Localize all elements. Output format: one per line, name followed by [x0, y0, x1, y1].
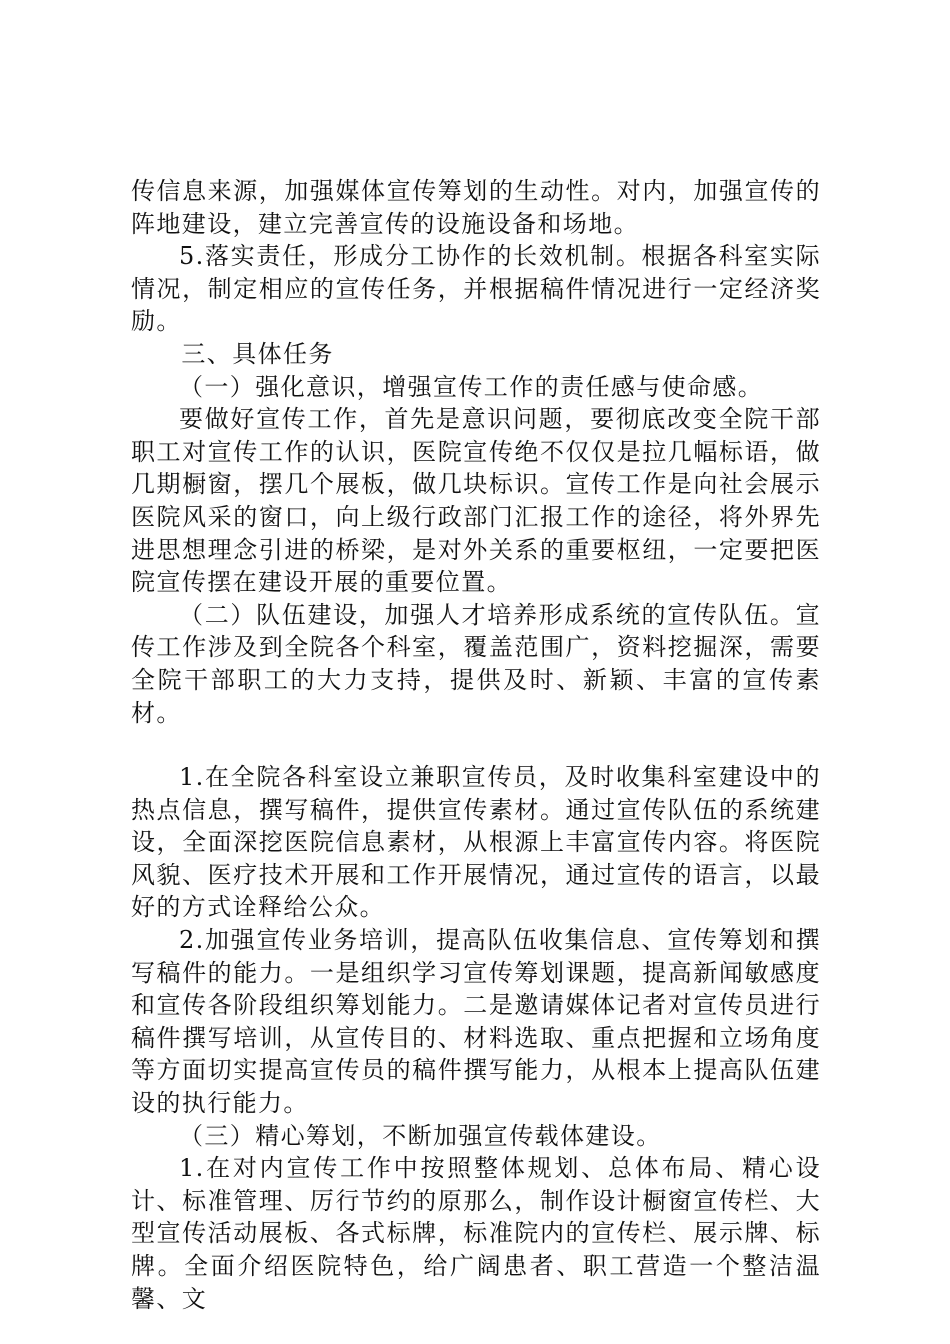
paragraph-item-5: 5.落实责任，形成分工协作的长效机制。根据各科室实际情况，制定相应的宣传任务，并根据稿件情况进行一定经济奖励。	[131, 242, 821, 336]
section-heading-3: 三、具体任务	[181, 339, 334, 368]
paragraph-continuation: 传信息来源，加强媒体宣传筹划的生动性。对内，加强宣传的阵地建设，建立完善宣传的设施设备和场地。	[131, 177, 821, 238]
paragraph-item-1: 1.在全院各科室设立兼职宣传员，及时收集科室建设中的热点信息，撰写稿件，提供宣传素材。通过宣传队伍的系统建设，全面深挖医院信息素材，从根源上丰富宣传内容。将医院风貌、医疗技术开展和工作开展情况，通过宣传的语言，以最好的方式诠释给公众。	[131, 763, 821, 922]
subsection-heading-2: （二）队伍建设，加强人才培养形成系统的宣传队伍。宣传工作涉及到全院各个科室，覆盖范围广，资料挖掘深，需要全院干部职工的大力支持，提供及时、新颖、丰富的宣传素材。	[131, 600, 821, 727]
document-body	[131, 175, 821, 1315]
paragraph-awareness: 要做好宣传工作，首先是意识问题，要彻底改变全院干部职工对宣传工作的认识，医院宣传绝不仅仅是拉几幅标语，做几期橱窗，摆几个展板，做几块标识。宣传工作是向社会展示医院风采的窗口，向上级行政部门汇报工作的途径，将外界先进思想理念引进的桥梁，是对外关系的重要枢纽，一定要把医院宣传摆在建设开展的重要位置。	[131, 405, 821, 597]
paragraph-gap	[131, 729, 821, 761]
paragraph-item-1-internal: 1.在对内宣传工作中按照整体规划、总体布局、精心设计、标准管理、厉行节约的原那么，制作设计橱窗宣传栏、大型宣传活动展板、各式标牌，标准院内的宣传栏、展示牌、标牌。全面介绍医院特色，给广阔患者、职工营造一个整洁温馨、文	[131, 1154, 821, 1313]
subsection-heading-3: （三）精心筹划，不断加强宣传载体建设。	[179, 1121, 662, 1150]
paragraph-item-2: 2.加强宣传业务培训，提高队伍收集信息、宣传筹划和撰写稿件的能力。一是组织学习宣传筹划课题，提高新闻敏感度和宣传各阶段组织筹划能力。二是邀请媒体记者对宣传员进行稿件撰写培训，从宣传目的、材料选取、重点把握和立场角度等方面切实提高宣传员的稿件撰写能力，从根本上提高队伍建设的执行能力。	[131, 926, 821, 1118]
subsection-heading-1: （一）强化意识，增强宣传工作的责任感与使命感。	[179, 372, 764, 401]
